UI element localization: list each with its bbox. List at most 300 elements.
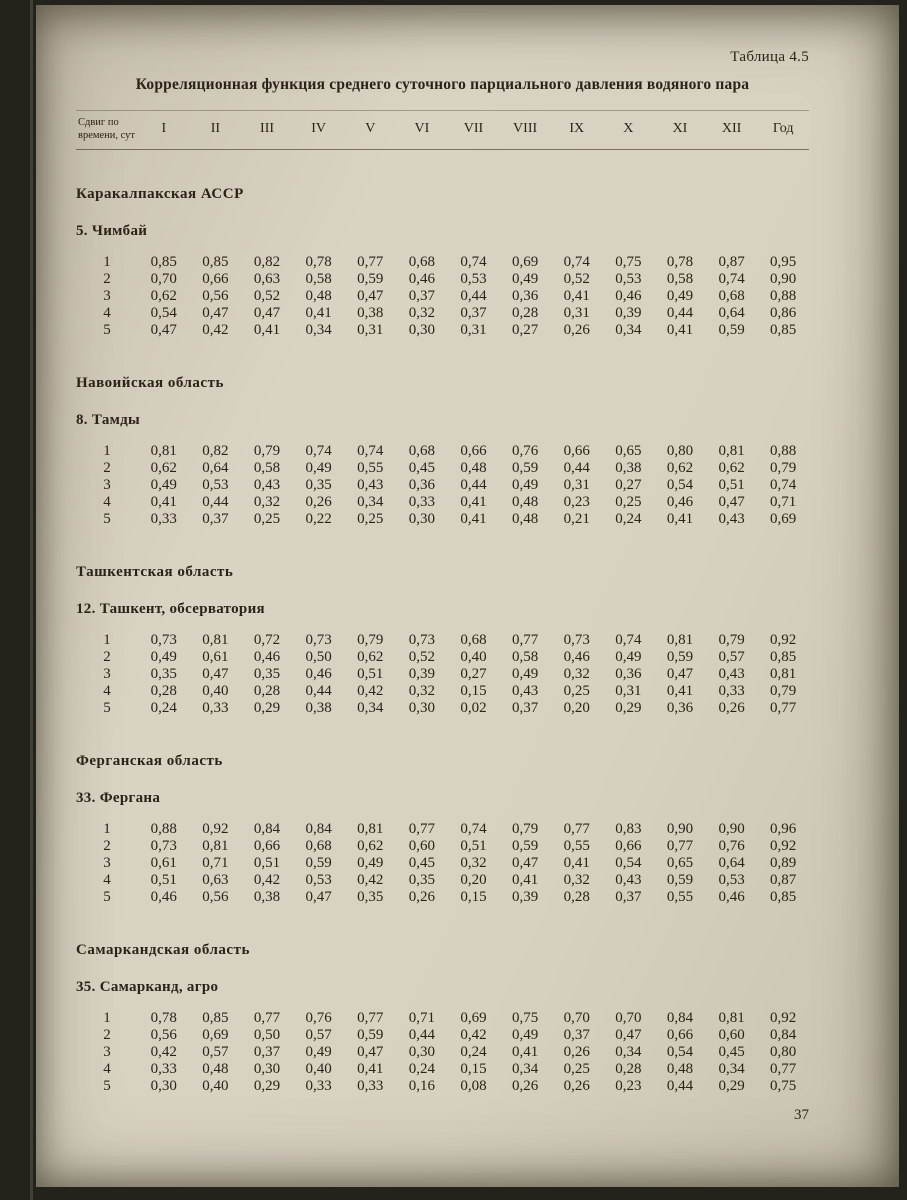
value-cell: 0,60 [408,838,435,855]
value-cell: 0,68 [408,443,435,460]
value-cell: 0,32 [563,666,590,683]
value-cell: 0,29 [253,1078,281,1095]
value-cell: 0,81 [666,632,694,649]
value-cell: 0,69 [460,1010,487,1027]
value-cell: 0,33 [202,700,229,717]
value-cell: 0,62 [357,838,384,855]
value-cell: 0,66 [460,443,487,460]
value-cell: 0,44 [460,477,487,494]
value-cell: 0,24 [460,1044,487,1061]
value-cell: 0,47 [718,494,745,511]
section-rows [76,632,809,717]
lag-cell: 2 [103,649,111,666]
station-header: 5. Чимбай [76,223,148,240]
lag-cell: 2 [103,1027,111,1044]
lag-cell: 4 [103,872,111,889]
value-cell: 0,35 [305,477,332,494]
value-cell: 0,44 [202,494,229,511]
column-header-1: I [161,121,167,137]
lag-cell: 1 [103,632,111,649]
value-cell: 0,32 [408,305,435,322]
value-cell: 0,49 [511,477,539,494]
value-cell: 0,28 [563,889,590,906]
value-cell: 0,43 [718,666,745,683]
value-cell: 0,63 [253,271,281,288]
value-cell: 0,29 [718,1078,745,1095]
value-cell: 0,33 [408,494,435,511]
value-cell: 0,76 [718,838,745,855]
table-row [76,632,809,649]
value-cell: 0,50 [305,649,332,666]
value-cell: 0,33 [150,1061,177,1078]
value-cell: 0,46 [666,494,694,511]
value-cell: 0,58 [511,649,539,666]
value-cell: 0,84 [770,1027,797,1044]
value-cell: 0,37 [460,305,487,322]
region-header: Ташкентская область [76,564,234,581]
value-cell: 0,28 [150,683,177,700]
value-cell: 0,77 [770,700,797,717]
table-row [76,288,809,305]
value-cell: 0,27 [511,322,539,339]
value-cell: 0,85 [770,322,797,339]
value-cell: 0,48 [666,1061,694,1078]
value-cell: 0,46 [408,271,435,288]
value-cell: 0,77 [357,1010,384,1027]
value-cell: 0,85 [202,1010,229,1027]
value-cell: 0,41 [460,511,487,528]
value-cell: 0,72 [253,632,281,649]
table-row [76,700,809,717]
value-cell: 0,41 [357,1061,384,1078]
value-cell: 0,92 [770,1010,797,1027]
value-cell: 0,73 [150,632,177,649]
value-cell: 0,25 [253,511,281,528]
table-header-row [76,110,809,150]
value-cell: 0,84 [666,1010,694,1027]
table-row [76,1027,809,1044]
lag-cell: 5 [103,889,111,906]
table-row [76,683,809,700]
value-cell: 0,47 [357,288,384,305]
value-cell: 0,74 [718,271,745,288]
value-cell: 0,39 [511,889,539,906]
region-header: Навоийская область [76,375,224,392]
value-cell: 0,86 [770,305,797,322]
value-cell: 0,53 [460,271,487,288]
value-cell: 0,81 [718,1010,745,1027]
value-cell: 0,74 [460,821,487,838]
lag-cell: 4 [103,1061,111,1078]
value-cell: 0,41 [460,494,487,511]
value-cell: 0,78 [666,254,694,271]
lag-cell: 1 [103,443,111,460]
value-cell: 0,21 [563,511,590,528]
value-cell: 0,71 [202,855,229,872]
value-cell: 0,59 [511,838,539,855]
value-cell: 0,76 [511,443,539,460]
value-cell: 0,70 [150,271,177,288]
value-cell: 0,48 [511,494,539,511]
value-cell: 0,45 [718,1044,745,1061]
value-cell: 0,58 [253,460,281,477]
value-cell: 0,71 [770,494,797,511]
value-cell: 0,33 [718,683,745,700]
value-cell: 0,49 [511,666,539,683]
lag-cell: 1 [103,821,111,838]
value-cell: 0,43 [511,683,539,700]
value-cell: 0,41 [511,872,539,889]
column-header-4: IV [311,121,327,137]
value-cell: 0,41 [563,855,590,872]
value-cell: 0,42 [357,683,384,700]
value-cell: 0,30 [253,1061,281,1078]
value-cell: 0,77 [357,254,384,271]
value-cell: 0,39 [408,666,435,683]
station-header: 33. Фергана [76,790,161,807]
value-cell: 0,44 [563,460,590,477]
value-cell: 0,33 [150,511,177,528]
value-cell: 0,31 [357,322,384,339]
value-cell: 0,58 [666,271,694,288]
value-cell: 0,31 [615,683,642,700]
table-row [76,322,809,339]
value-cell: 0,24 [150,700,177,717]
value-cell: 0,26 [563,1078,590,1095]
value-cell: 0,35 [150,666,177,683]
value-cell: 0,46 [150,889,177,906]
value-cell: 0,31 [460,322,487,339]
value-cell: 0,92 [770,838,797,855]
value-cell: 0,39 [615,305,642,322]
value-cell: 0,43 [718,511,745,528]
value-cell: 0,36 [408,477,435,494]
value-cell: 0,29 [253,700,281,717]
value-cell: 0,42 [460,1027,487,1044]
value-cell: 0,58 [305,271,332,288]
value-cell: 0,68 [408,254,435,271]
value-cell: 0,47 [305,889,332,906]
value-cell: 0,44 [305,683,332,700]
value-cell: 0,37 [253,1044,281,1061]
value-cell: 0,25 [615,494,642,511]
value-cell: 0,37 [511,700,539,717]
value-cell: 0,95 [770,254,797,271]
table-row [76,460,809,477]
lag-cell: 4 [103,494,111,511]
value-cell: 0,79 [718,632,745,649]
value-cell: 0,49 [150,649,177,666]
value-cell: 0,44 [460,288,487,305]
lag-cell: 4 [103,305,111,322]
value-cell: 0,29 [615,700,642,717]
table-row [76,872,809,889]
value-cell: 0,36 [666,700,694,717]
lag-cell: 3 [103,477,111,494]
value-cell: 0,82 [253,254,281,271]
value-cell: 0,35 [253,666,281,683]
value-cell: 0,80 [770,1044,797,1061]
value-cell: 0,59 [511,460,539,477]
value-cell: 0,79 [770,460,797,477]
value-cell: 0,28 [253,683,281,700]
table-body [76,186,809,1095]
column-header-11: XI [672,121,688,137]
column-header-3: III [260,121,275,137]
column-header-10: X [623,121,634,137]
value-cell: 0,22 [305,511,332,528]
region-header: Ферганская область [76,753,223,770]
value-cell: 0,80 [666,443,694,460]
value-cell: 0,66 [666,1027,694,1044]
value-cell: 0,73 [408,632,435,649]
value-cell: 0,66 [615,838,642,855]
value-cell: 0,90 [770,271,797,288]
value-cell: 0,68 [460,632,487,649]
value-cell: 0,75 [615,254,642,271]
value-cell: 0,65 [666,855,694,872]
value-cell: 0,77 [666,838,694,855]
lag-cell: 2 [103,460,111,477]
value-cell: 0,68 [718,288,745,305]
table-row [76,666,809,683]
value-cell: 0,41 [305,305,332,322]
value-cell: 0,30 [408,511,435,528]
table-number-label: Таблица 4.5 [730,49,809,65]
value-cell: 0,74 [460,254,487,271]
value-cell: 0,64 [202,460,229,477]
lag-cell: 5 [103,1078,111,1095]
value-cell: 0,85 [770,649,797,666]
value-cell: 0,52 [253,288,281,305]
time-shift-corner-header: Сдвиг по времени, сут [78,117,136,142]
lag-cell: 3 [103,855,111,872]
table-row [76,1061,809,1078]
value-cell: 0,74 [305,443,332,460]
value-cell: 0,40 [460,649,487,666]
value-cell: 0,49 [150,477,177,494]
table-row [76,254,809,271]
value-cell: 0,15 [460,1061,487,1078]
value-cell: 0,77 [511,632,539,649]
value-cell: 0,74 [563,254,590,271]
value-cell: 0,83 [615,821,642,838]
value-cell: 0,57 [305,1027,332,1044]
value-cell: 0,68 [305,838,332,855]
value-cell: 0,62 [357,649,384,666]
value-cell: 0,26 [511,1078,539,1095]
station-header: 12. Ташкент, обсерватория [76,601,265,618]
value-cell: 0,57 [718,649,745,666]
value-cell: 0,96 [770,821,797,838]
value-cell: 0,55 [666,889,694,906]
value-cell: 0,30 [408,322,435,339]
value-cell: 0,34 [357,700,384,717]
value-cell: 0,54 [666,477,694,494]
value-cell: 0,45 [408,855,435,872]
value-cell: 0,81 [718,443,745,460]
scanned-page [36,5,899,1187]
value-cell: 0,41 [563,288,590,305]
table-section [76,942,809,1095]
value-cell: 0,44 [666,305,694,322]
value-cell: 0,69 [770,511,797,528]
value-cell: 0,81 [202,632,229,649]
value-cell: 0,48 [511,511,539,528]
value-cell: 0,32 [563,872,590,889]
value-cell: 0,53 [718,872,745,889]
lag-cell: 1 [103,1010,111,1027]
value-cell: 0,84 [305,821,332,838]
value-cell: 0,26 [718,700,745,717]
value-cell: 0,35 [408,872,435,889]
value-cell: 0,64 [718,305,745,322]
value-cell: 0,41 [511,1044,539,1061]
lag-cell: 3 [103,666,111,683]
value-cell: 0,70 [615,1010,642,1027]
value-cell: 0,47 [202,305,229,322]
value-cell: 0,73 [563,632,590,649]
value-cell: 0,20 [563,700,590,717]
value-cell: 0,62 [666,460,694,477]
lag-cell: 3 [103,1044,111,1061]
value-cell: 0,46 [718,889,745,906]
value-cell: 0,40 [202,1078,229,1095]
value-cell: 0,34 [357,494,384,511]
table-section [76,753,809,906]
value-cell: 0,25 [563,1061,590,1078]
value-cell: 0,41 [666,511,694,528]
value-cell: 0,34 [615,322,642,339]
value-cell: 0,66 [202,271,229,288]
value-cell: 0,61 [150,855,177,872]
value-cell: 0,42 [150,1044,177,1061]
value-cell: 0,49 [305,1044,332,1061]
value-cell: 0,48 [460,460,487,477]
value-cell: 0,38 [253,889,281,906]
page-number: 37 [794,1107,809,1124]
value-cell: 0,66 [253,838,281,855]
value-cell: 0,87 [770,872,797,889]
table-row [76,305,809,322]
value-cell: 0,85 [202,254,229,271]
value-cell: 0,69 [511,254,539,271]
column-header-13: Год [772,121,794,137]
value-cell: 0,41 [666,683,694,700]
value-cell: 0,43 [615,872,642,889]
region-header: Самаркандская область [76,942,250,959]
region-header: Каракалпакская АССР [76,186,244,203]
table-row [76,443,809,460]
value-cell: 0,88 [770,288,797,305]
value-cell: 0,59 [666,649,694,666]
value-cell: 0,89 [770,855,797,872]
table-row [76,271,809,288]
value-cell: 0,37 [615,889,642,906]
value-cell: 0,50 [253,1027,281,1044]
value-cell: 0,38 [615,460,642,477]
value-cell: 0,37 [563,1027,590,1044]
value-cell: 0,37 [408,288,435,305]
value-cell: 0,62 [150,460,177,477]
value-cell: 0,66 [563,443,590,460]
value-cell: 0,20 [460,872,487,889]
value-cell: 0,59 [666,872,694,889]
value-cell: 0,71 [408,1010,435,1027]
value-cell: 0,49 [511,1027,539,1044]
value-cell: 0,26 [408,889,435,906]
value-cell: 0,56 [202,288,229,305]
value-cell: 0,25 [357,511,384,528]
value-cell: 0,74 [615,632,642,649]
value-cell: 0,26 [563,322,590,339]
value-cell: 0,34 [615,1044,642,1061]
value-cell: 0,70 [563,1010,590,1027]
value-cell: 0,41 [150,494,177,511]
book-spine-edge [30,0,33,1200]
table-row [76,1010,809,1027]
value-cell: 0,46 [305,666,332,683]
value-cell: 0,81 [150,443,177,460]
table-row [76,1044,809,1061]
value-cell: 0,48 [305,288,332,305]
value-cell: 0,47 [357,1044,384,1061]
value-cell: 0,56 [202,889,229,906]
value-cell: 0,87 [718,254,745,271]
value-cell: 0,76 [305,1010,332,1027]
value-cell: 0,53 [202,477,229,494]
value-cell: 0,59 [357,271,384,288]
column-header-2: II [210,121,221,137]
value-cell: 0,51 [718,477,745,494]
value-cell: 0,15 [460,889,487,906]
value-cell: 0,49 [615,649,642,666]
station-header: 8. Тамды [76,412,141,429]
value-cell: 0,77 [253,1010,281,1027]
value-cell: 0,61 [202,649,229,666]
value-cell: 0,59 [357,1027,384,1044]
value-cell: 0,79 [511,821,539,838]
value-cell: 0,74 [770,477,797,494]
value-cell: 0,47 [615,1027,642,1044]
value-cell: 0,42 [357,872,384,889]
lag-cell: 3 [103,288,111,305]
value-cell: 0,23 [563,494,590,511]
value-cell: 0,52 [408,649,435,666]
value-cell: 0,34 [511,1061,539,1078]
column-header-8: VIII [513,121,538,137]
lag-cell: 1 [103,254,111,271]
value-cell: 0,77 [408,821,435,838]
value-cell: 0,26 [563,1044,590,1061]
value-cell: 0,47 [666,666,694,683]
lag-cell: 5 [103,322,111,339]
value-cell: 0,77 [563,821,590,838]
table-row [76,649,809,666]
value-cell: 0,74 [357,443,384,460]
column-header-7: VII [463,121,484,137]
value-cell: 0,41 [666,322,694,339]
value-cell: 0,55 [563,838,590,855]
value-cell: 0,64 [718,855,745,872]
value-cell: 0,49 [305,460,332,477]
value-cell: 0,60 [718,1027,745,1044]
value-cell: 0,31 [563,477,590,494]
value-cell: 0,88 [150,821,177,838]
lag-cell: 5 [103,511,111,528]
value-cell: 0,51 [150,872,177,889]
value-cell: 0,54 [150,305,177,322]
